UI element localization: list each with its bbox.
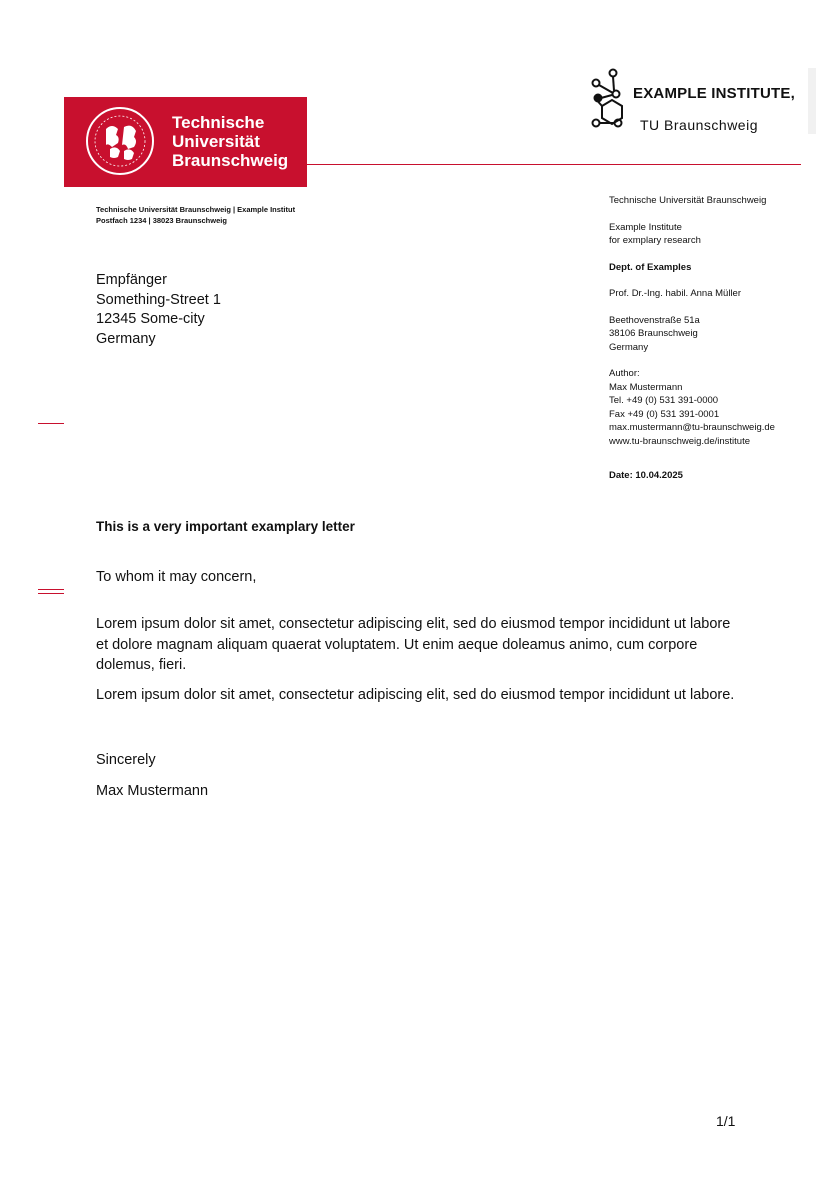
letter-paragraph: Lorem ipsum dolor sit amet, consectetur adipiscing elit, sed do eiusmod tempor incididunt ut labore et dolore magnam aliquam quaerat voluptatem. Ut enim aeque doleamus animo, cum corpore dolemus, fieri. [96,616,731,673]
sender-info-column [609,194,809,483]
info-department: Dept. of Examples [609,261,692,273]
header-divider [307,164,801,165]
letter-body [96,614,742,714]
logo-line: Universität [172,132,260,151]
logo-line: Braunschweig [172,151,289,170]
info-date: Date: 10.04.2025 [609,470,683,481]
sender-line: Postfach 1234 | 38023 Braunschweig [96,216,227,225]
info-university: Technische Universität Braunschweig [609,195,767,206]
info-fax: Fax +49 (0) 531 391-0001 [609,408,720,420]
page-number: 1/1 [716,1113,736,1129]
institute-affiliation: TU Braunschweig [640,117,758,133]
recipient-line: Empfänger [96,272,167,288]
fold-mark [38,589,64,590]
fold-mark [38,423,64,424]
info-tel: Tel. +49 (0) 531 391-0000 [609,395,719,406]
letter-opening: To whom it may concern, [96,569,257,585]
letter-subject: This is a very important examplary letter [96,519,355,534]
info-institute-sub: for exmplary research [609,235,701,246]
recipient-line: Germany [96,330,156,347]
info-author-name: Max Mustermann [609,381,683,393]
recipient-line: 12345 Some-city [96,311,205,327]
university-logo [64,97,307,187]
info-city: 38106 Braunschweig [609,328,698,339]
sender-return-address [96,204,295,226]
info-country: Germany [609,341,649,353]
letter-paragraph: Lorem ipsum dolor sit amet, consectetur adipiscing elit, sed do eiusmod tempor incididunt ut labore. [96,686,735,703]
info-author-label: Author: [609,368,640,379]
university-seal-icon [84,105,156,177]
info-street: Beethovenstraße 51a [609,314,700,326]
punch-mark [38,593,64,594]
recipient-line: Something-Street 1 [96,291,221,308]
info-head: Prof. Dr.-Ing. habil. Anna Müller [609,288,742,299]
letter-signature: Max Mustermann [96,783,209,799]
university-logo-text [172,113,288,170]
info-web[interactable]: www.tu-braunschweig.de/institute [609,435,750,447]
logo-line: Technische [172,113,265,132]
molecule-icon [590,68,628,134]
letter-closing: Sincerely [96,752,156,768]
header-side-bar [808,68,816,134]
sender-line: Technische Universität Braunschweig | Example Institut [96,205,296,214]
info-email[interactable]: max.mustermann@tu-braunschweig.de [609,422,775,433]
recipient-address [96,271,221,349]
institute-name: EXAMPLE INSTITUTE, [633,85,795,102]
info-institute-name: Example Institute [609,221,682,233]
